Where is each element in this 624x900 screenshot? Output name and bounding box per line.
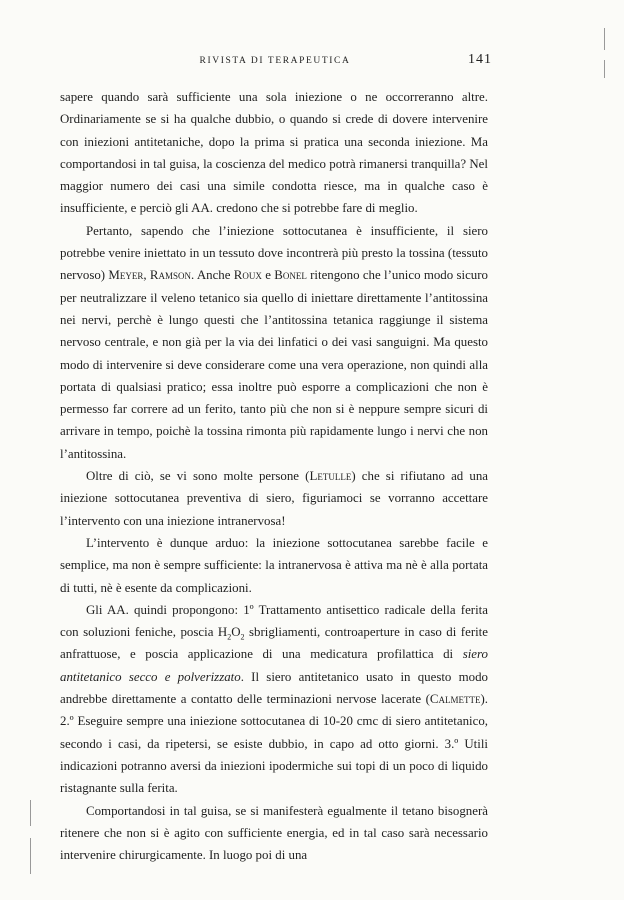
text-segment: . Anche [191,268,234,283]
text-segment: Calmette [429,692,481,707]
text-segment: sbrigliamenti, controaperture in caso di ferite anfrattuose, e poscia applicazione di una medicatura profilattica di [60,625,488,662]
text-segment: ) che si rifiutano ad una iniezione sottocutanea preventiva di siero, figuriamoci se vorranno accettare l’intervento con una iniezione intranervosa! [60,469,488,528]
text-segment: Gli AA. quindi propongono: 1º Trattamento antisettico radicale della ferita con soluzioni feniche, poscia H [60,602,488,640]
edge-mark [30,800,31,826]
text-segment: Oltre di ciò, se vi sono molte persone ( [86,469,310,484]
text-segment: siero antitetanico secco e polverizzato [60,647,488,684]
edge-mark [30,838,31,874]
paragraph [60,800,488,867]
text-segment: sapere quando sarà sufficiente una sola iniezione o ne occorreranno altre. Ordinariamente se si ha qualche dubbio, o quando si crede di dovere intervenire con iniezioni antitetaniche, dopo la prima si pratica una seconda iniezione. Ma comportandosi in tal guisa, la coscienza del medico potrà rimanersi tranquilla? Nel maggior numero dei casi una simile condotta riesce, ma in qualche caso è insufficiente, e perciò gli AA. credono che si potrebbe fare di meglio. [60,90,488,216]
text-segment: 2 [227,632,232,642]
paragraph [60,599,488,800]
edge-mark [604,60,605,78]
text-segment: Pertanto, sapendo che l’iniezione sottocutanea è insufficiente, il siero potrebbe venire iniettato in un tessuto dove incontrerà più presto la tossina (tessuto nervoso) [60,223,488,283]
paragraph [60,86,488,220]
text-segment: Meyer, Ramson [108,268,192,283]
text-segment: L’intervento è dunque arduo: la iniezione sottocutanea sarebbe facile e semplice, ma non è sempre sufficiente: la intranervosa è attiva ma nè è alla portata di tutti, nè è esente da complicazioni. [60,535,488,595]
running-header: RIVISTA DI TERAPEUTICA [199,56,351,66]
text-segment: Comportandosi in tal guisa, se si manifesterà egualmente il tetano bisognerà ritenere che non si è agito con sufficiente energia, ed in tal caso sarà necessario intervenire chirurgicamente. In luogo poi di una [60,803,488,863]
text-segment: 2 [240,632,245,642]
text-segment: . Il siero antitetanico usato in questo modo andrebbe direttamente a contatto delle terminazioni nervose lacerate ( [60,669,488,707]
text-segment: Roux [233,268,262,283]
edge-mark [604,28,605,50]
paragraph [60,532,488,599]
text-segment: ). 2.º Eseguire sempre una iniezione sottocutanea di 10-20 cmc di siero antitetanico, secondo i casi, da ripetersi, se esiste dubbio, in capo ad otto giorni. 3.º Utili indicazioni potranno aversi da iniezioni ipodermiche sui topi di un poco di liquido ristagnante sulla ferita. [60,692,488,796]
text-segment: ritengono che l’unico modo sicuro per neutralizzare il veleno tetanico sia quello di iniettare direttamente l’antitossina nei nervi, perchè è lungo questi che l’antitossina tetanica raggiunge il sistema nervoso centrale, e non già per la via dei linfatici o dei vasi sanguigni. Ma questo modo di intervenire si deve considerare come una vera operazione, non quindi alla portata di qualsiasi pratico; essa inoltre può esporre a complicazioni che non è permesso far correre ad un ferito, tanto più che non si è neppure sempre sicuri di arrivare in tempo, poichè la tossina rimonta più rapidamente lungo i nervi che non l’antitossina. [60,268,488,461]
text-segment: Bonel [274,268,307,283]
text-segment: O [231,625,241,640]
body-text [60,86,488,866]
page-number: 141 [468,52,492,67]
text-segment: Letulle [309,469,352,484]
paragraph [60,220,488,465]
text-segment: e [261,268,275,283]
paragraph [60,465,488,532]
